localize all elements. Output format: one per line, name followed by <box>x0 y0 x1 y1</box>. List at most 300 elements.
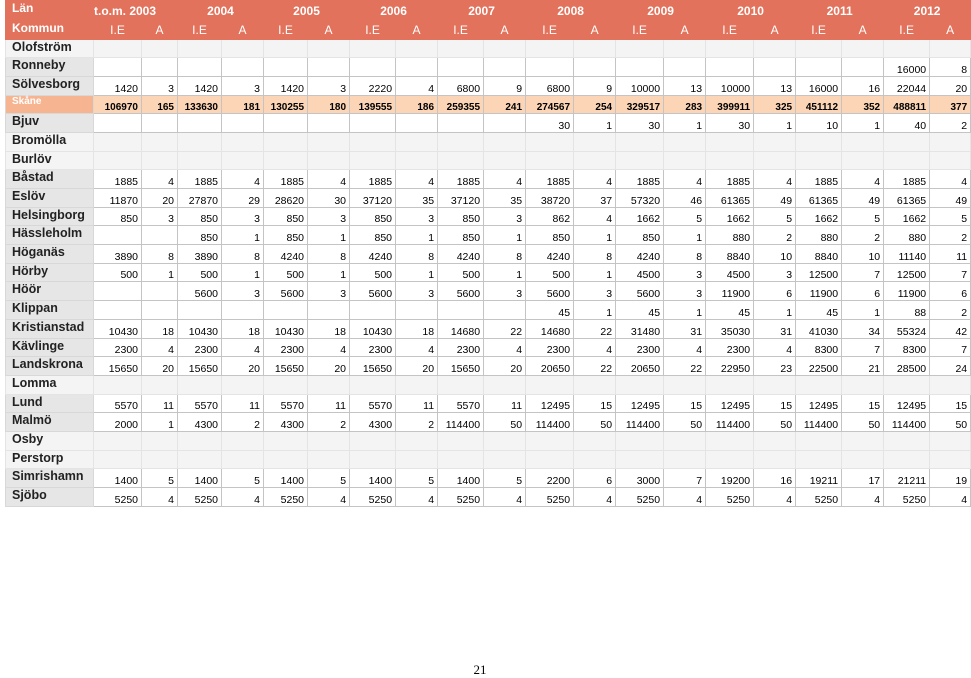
a-value-cell: 1 <box>664 114 706 133</box>
ie-value-cell <box>94 58 142 77</box>
ie-value-cell <box>526 58 574 77</box>
ie-value-cell: 4240 <box>616 245 664 264</box>
a-value-cell <box>396 431 438 450</box>
a-value-cell: 4 <box>842 170 884 189</box>
a-value-cell: 20 <box>484 357 526 376</box>
ie-value-cell: 500 <box>94 263 142 282</box>
a-value-cell <box>142 282 178 301</box>
municipality-row <box>6 413 971 432</box>
a-value-cell <box>664 39 706 58</box>
a-value-cell <box>754 375 796 394</box>
ie-value-cell: 5250 <box>884 488 930 507</box>
ie-value-cell <box>178 132 222 151</box>
ie-value-cell: 488811 <box>884 95 930 114</box>
subcolumn-a: A <box>664 21 706 40</box>
a-value-cell: 5 <box>484 469 526 488</box>
a-value-cell: 37 <box>574 189 616 208</box>
ie-value-cell: 16000 <box>796 76 842 95</box>
a-value-cell: 1 <box>842 301 884 320</box>
ie-value-cell: 4500 <box>706 263 754 282</box>
a-value-cell: 7 <box>842 263 884 282</box>
ie-value-cell: 880 <box>884 226 930 245</box>
ie-value-cell: 2300 <box>350 338 396 357</box>
a-value-cell: 3 <box>484 207 526 226</box>
ie-value-cell: 850 <box>264 207 308 226</box>
a-value-cell: 10 <box>754 245 796 264</box>
year-header: 2010 <box>706 1 796 21</box>
ie-value-cell: 1662 <box>616 207 664 226</box>
municipality-name: Bromölla <box>6 132 94 151</box>
ie-value-cell: 10430 <box>94 319 142 338</box>
municipality-row <box>6 76 971 95</box>
a-value-cell <box>664 450 706 469</box>
a-value-cell: 4 <box>664 338 706 357</box>
municipality-name: Malmö <box>6 413 94 432</box>
a-value-cell: 20 <box>222 357 264 376</box>
subcolumn-a: A <box>574 21 616 40</box>
ie-value-cell: 12495 <box>616 394 664 413</box>
ie-value-cell <box>706 132 754 151</box>
ie-value-cell: 30 <box>616 114 664 133</box>
ie-value-cell: 11140 <box>884 245 930 264</box>
municipality-name: Osby <box>6 431 94 450</box>
a-value-cell: 42 <box>930 319 971 338</box>
a-value-cell: 3 <box>664 282 706 301</box>
a-value-cell: 3 <box>222 76 264 95</box>
a-value-cell: 22 <box>664 357 706 376</box>
a-value-cell: 180 <box>308 95 350 114</box>
subcolumn-ie: I.E <box>438 21 484 40</box>
ie-value-cell: 5250 <box>706 488 754 507</box>
a-value-cell: 3 <box>142 207 178 226</box>
ie-value-cell <box>706 58 754 77</box>
ie-value-cell: 30 <box>706 114 754 133</box>
ie-value-cell: 3890 <box>178 245 222 264</box>
ie-value-cell: 5250 <box>438 488 484 507</box>
a-value-cell: 6 <box>574 469 616 488</box>
a-value-cell: 8 <box>222 245 264 264</box>
ie-value-cell: 1885 <box>350 170 396 189</box>
ie-value-cell <box>526 132 574 151</box>
ie-value-cell: 399911 <box>706 95 754 114</box>
ie-value-cell: 862 <box>526 207 574 226</box>
ie-value-cell <box>438 114 484 133</box>
ie-value-cell: 3890 <box>94 245 142 264</box>
ie-value-cell <box>796 132 842 151</box>
a-value-cell: 16 <box>754 469 796 488</box>
ie-value-cell <box>796 58 842 77</box>
ie-value-cell: 850 <box>350 207 396 226</box>
ie-value-cell: 1885 <box>616 170 664 189</box>
a-value-cell <box>842 39 884 58</box>
a-value-cell: 7 <box>930 263 971 282</box>
ie-value-cell <box>264 114 308 133</box>
ie-value-cell: 2300 <box>706 338 754 357</box>
a-value-cell: 8 <box>308 245 350 264</box>
a-value-cell: 11 <box>222 394 264 413</box>
a-value-cell <box>222 114 264 133</box>
subcolumn-ie: I.E <box>264 21 308 40</box>
a-value-cell <box>484 58 526 77</box>
ie-value-cell: 5250 <box>350 488 396 507</box>
a-value-cell <box>308 151 350 170</box>
a-value-cell <box>308 39 350 58</box>
a-value-cell: 50 <box>842 413 884 432</box>
municipality-name: Olofström <box>6 39 94 58</box>
municipality-row <box>6 151 971 170</box>
ie-value-cell: 45 <box>796 301 842 320</box>
a-value-cell: 5 <box>222 469 264 488</box>
municipality-name: Sölvesborg <box>6 76 94 95</box>
ie-value-cell <box>264 39 308 58</box>
a-value-cell: 13 <box>754 76 796 95</box>
ie-value-cell: 37120 <box>350 189 396 208</box>
municipality-row <box>6 319 971 338</box>
subcolumn-ie: I.E <box>796 21 842 40</box>
ie-value-cell <box>178 58 222 77</box>
a-value-cell: 2 <box>930 301 971 320</box>
ie-value-cell <box>616 431 664 450</box>
a-value-cell: 3 <box>396 207 438 226</box>
a-value-cell: 1 <box>484 226 526 245</box>
a-value-cell: 4 <box>142 170 178 189</box>
a-value-cell <box>222 151 264 170</box>
ie-value-cell <box>350 132 396 151</box>
subcolumn-a: A <box>930 21 971 40</box>
municipality-name: Klippan <box>6 301 94 320</box>
ie-value-cell: 130255 <box>264 95 308 114</box>
ie-value-cell: 61365 <box>706 189 754 208</box>
ie-value-cell: 11900 <box>706 282 754 301</box>
a-value-cell: 3 <box>308 282 350 301</box>
ie-value-cell: 5600 <box>438 282 484 301</box>
ie-value-cell: 14680 <box>526 319 574 338</box>
a-value-cell: 3 <box>222 282 264 301</box>
a-value-cell <box>484 132 526 151</box>
a-value-cell: 4 <box>396 338 438 357</box>
a-value-cell: 4 <box>754 170 796 189</box>
ie-value-cell: 10430 <box>350 319 396 338</box>
municipality-row <box>6 132 971 151</box>
ie-value-cell: 1420 <box>264 76 308 95</box>
municipality-name: Perstorp <box>6 450 94 469</box>
ie-value-cell <box>264 58 308 77</box>
ie-value-cell: 12500 <box>796 263 842 282</box>
subcolumn-ie: I.E <box>616 21 664 40</box>
a-value-cell: 15 <box>574 394 616 413</box>
ie-value-cell: 133630 <box>178 95 222 114</box>
a-value-cell: 4 <box>754 338 796 357</box>
a-value-cell: 3 <box>664 263 706 282</box>
ie-value-cell: 45 <box>526 301 574 320</box>
ie-value-cell <box>350 58 396 77</box>
ie-value-cell: 20650 <box>616 357 664 376</box>
ie-value-cell: 1885 <box>94 170 142 189</box>
a-value-cell: 18 <box>222 319 264 338</box>
ie-value-cell: 850 <box>264 226 308 245</box>
ie-value-cell: 28500 <box>884 357 930 376</box>
ie-value-cell: 5570 <box>94 394 142 413</box>
a-value-cell: 50 <box>574 413 616 432</box>
ie-value-cell <box>616 58 664 77</box>
ie-value-cell <box>94 151 142 170</box>
ie-value-cell: 880 <box>796 226 842 245</box>
ie-value-cell: 14680 <box>438 319 484 338</box>
ie-value-cell: 8300 <box>796 338 842 357</box>
a-value-cell: 22 <box>574 319 616 338</box>
a-value-cell: 5 <box>930 207 971 226</box>
ie-value-cell <box>884 132 930 151</box>
ie-value-cell <box>438 301 484 320</box>
ie-value-cell: 114400 <box>796 413 842 432</box>
a-value-cell <box>396 301 438 320</box>
a-value-cell <box>754 39 796 58</box>
municipality-row <box>6 282 971 301</box>
a-value-cell <box>664 375 706 394</box>
a-value-cell <box>396 450 438 469</box>
a-value-cell <box>308 431 350 450</box>
a-value-cell: 1 <box>396 263 438 282</box>
a-value-cell: 4 <box>754 488 796 507</box>
a-value-cell: 1 <box>574 226 616 245</box>
a-value-cell <box>484 301 526 320</box>
ie-value-cell: 1662 <box>706 207 754 226</box>
ie-value-cell: 5570 <box>178 394 222 413</box>
a-value-cell: 1 <box>484 263 526 282</box>
a-value-cell: 13 <box>664 76 706 95</box>
subcolumn-a: A <box>308 21 350 40</box>
ie-value-cell: 259355 <box>438 95 484 114</box>
municipality-row <box>6 95 971 114</box>
a-value-cell: 4 <box>930 488 971 507</box>
a-value-cell <box>930 431 971 450</box>
ie-value-cell: 1885 <box>706 170 754 189</box>
a-value-cell: 22 <box>574 357 616 376</box>
subcolumn-a: A <box>222 21 264 40</box>
a-value-cell: 325 <box>754 95 796 114</box>
a-value-cell: 3 <box>222 207 264 226</box>
a-value-cell: 50 <box>754 413 796 432</box>
ie-value-cell: 2300 <box>616 338 664 357</box>
a-value-cell: 3 <box>308 207 350 226</box>
ie-value-cell <box>438 431 484 450</box>
ie-value-cell <box>94 39 142 58</box>
ie-value-cell <box>706 431 754 450</box>
municipality-row <box>6 245 971 264</box>
a-value-cell: 1 <box>222 263 264 282</box>
ie-value-cell <box>94 114 142 133</box>
ie-value-cell: 500 <box>178 263 222 282</box>
a-value-cell: 1 <box>574 263 616 282</box>
a-value-cell: 29 <box>222 189 264 208</box>
ie-value-cell: 4500 <box>616 263 664 282</box>
a-value-cell: 1 <box>574 301 616 320</box>
a-value-cell <box>222 132 264 151</box>
a-value-cell: 283 <box>664 95 706 114</box>
ie-value-cell: 850 <box>526 226 574 245</box>
ie-value-cell: 114400 <box>438 413 484 432</box>
a-value-cell: 8 <box>142 245 178 264</box>
a-value-cell: 3 <box>396 282 438 301</box>
municipality-row <box>6 301 971 320</box>
ie-value-cell: 6800 <box>438 76 484 95</box>
ie-value-cell: 12500 <box>884 263 930 282</box>
a-value-cell <box>484 450 526 469</box>
a-value-cell: 4 <box>222 170 264 189</box>
a-value-cell: 2 <box>308 413 350 432</box>
ie-value-cell: 1400 <box>264 469 308 488</box>
ie-value-cell <box>884 431 930 450</box>
municipality-name: Helsingborg <box>6 207 94 226</box>
a-value-cell <box>142 132 178 151</box>
ie-value-cell: 30 <box>526 114 574 133</box>
a-value-cell: 4 <box>574 207 616 226</box>
a-value-cell: 181 <box>222 95 264 114</box>
ie-value-cell <box>438 450 484 469</box>
ie-value-cell: 850 <box>350 226 396 245</box>
ie-value-cell: 274567 <box>526 95 574 114</box>
ie-value-cell <box>438 375 484 394</box>
ie-value-cell: 22950 <box>706 357 754 376</box>
a-value-cell: 4 <box>396 170 438 189</box>
municipality-row <box>6 488 971 507</box>
a-value-cell: 4 <box>308 488 350 507</box>
ie-value-cell: 19200 <box>706 469 754 488</box>
subcolumn-a: A <box>484 21 526 40</box>
ie-value-cell <box>706 151 754 170</box>
ie-value-cell: 1885 <box>178 170 222 189</box>
ie-value-cell: 4300 <box>350 413 396 432</box>
ie-value-cell <box>616 132 664 151</box>
a-value-cell: 19 <box>930 469 971 488</box>
year-header: 2008 <box>526 1 616 21</box>
a-value-cell <box>484 151 526 170</box>
ie-value-cell: 2300 <box>526 338 574 357</box>
municipality-row <box>6 207 971 226</box>
a-value-cell: 2 <box>930 114 971 133</box>
ie-value-cell: 10 <box>796 114 842 133</box>
year-header: 2012 <box>884 1 971 21</box>
ie-value-cell <box>438 151 484 170</box>
ie-value-cell <box>706 450 754 469</box>
a-value-cell <box>664 58 706 77</box>
ie-value-cell <box>884 450 930 469</box>
a-value-cell: 10 <box>842 245 884 264</box>
ie-value-cell: 6800 <box>526 76 574 95</box>
ie-value-cell: 5250 <box>264 488 308 507</box>
ie-value-cell <box>264 375 308 394</box>
a-value-cell <box>222 301 264 320</box>
ie-value-cell: 5570 <box>438 394 484 413</box>
subcolumn-a: A <box>842 21 884 40</box>
ie-value-cell: 8840 <box>796 245 842 264</box>
a-value-cell: 5 <box>664 207 706 226</box>
ie-value-cell: 5570 <box>350 394 396 413</box>
a-value-cell: 15 <box>930 394 971 413</box>
a-value-cell <box>222 450 264 469</box>
ie-value-cell: 850 <box>616 226 664 245</box>
ie-value-cell <box>94 282 142 301</box>
ie-value-cell <box>706 39 754 58</box>
a-value-cell: 1 <box>142 413 178 432</box>
ie-value-cell <box>884 375 930 394</box>
a-value-cell: 11 <box>484 394 526 413</box>
a-value-cell <box>222 58 264 77</box>
ie-value-cell <box>438 132 484 151</box>
a-value-cell <box>574 431 616 450</box>
a-value-cell: 49 <box>754 189 796 208</box>
a-value-cell: 20 <box>930 76 971 95</box>
ie-value-cell: 15650 <box>264 357 308 376</box>
ie-value-cell: 2000 <box>94 413 142 432</box>
ie-value-cell: 500 <box>350 263 396 282</box>
a-value-cell: 1 <box>664 301 706 320</box>
a-value-cell <box>484 375 526 394</box>
a-value-cell: 4 <box>396 488 438 507</box>
ie-value-cell: 12495 <box>706 394 754 413</box>
year-header: 2007 <box>438 1 526 21</box>
ie-value-cell: 5570 <box>264 394 308 413</box>
subcolumn-ie: I.E <box>706 21 754 40</box>
a-value-cell: 15 <box>754 394 796 413</box>
ie-value-cell: 16000 <box>884 58 930 77</box>
ie-value-cell: 106970 <box>94 95 142 114</box>
a-value-cell <box>842 431 884 450</box>
a-value-cell <box>142 151 178 170</box>
a-value-cell <box>396 58 438 77</box>
a-value-cell: 2 <box>842 226 884 245</box>
ie-value-cell <box>526 450 574 469</box>
ie-value-cell <box>616 450 664 469</box>
a-value-cell: 2 <box>396 413 438 432</box>
ie-value-cell <box>796 151 842 170</box>
ie-value-cell: 11900 <box>884 282 930 301</box>
a-value-cell <box>842 450 884 469</box>
ie-value-cell <box>178 375 222 394</box>
ie-value-cell: 2220 <box>350 76 396 95</box>
ie-value-cell <box>178 114 222 133</box>
municipality-name: Höör <box>6 282 94 301</box>
a-value-cell: 4 <box>308 338 350 357</box>
statistics-table <box>5 0 971 507</box>
ie-value-cell: 1420 <box>94 76 142 95</box>
ie-value-cell: 1885 <box>796 170 842 189</box>
a-value-cell: 23 <box>754 357 796 376</box>
municipality-row <box>6 450 971 469</box>
ie-value-cell: 5250 <box>178 488 222 507</box>
a-value-cell <box>396 132 438 151</box>
a-value-cell: 2 <box>222 413 264 432</box>
a-value-cell <box>142 226 178 245</box>
a-value-cell <box>574 39 616 58</box>
a-value-cell: 5 <box>842 207 884 226</box>
a-value-cell <box>396 114 438 133</box>
a-value-cell: 1 <box>574 114 616 133</box>
ie-value-cell: 5600 <box>526 282 574 301</box>
a-value-cell: 50 <box>484 413 526 432</box>
a-value-cell: 24 <box>930 357 971 376</box>
a-value-cell: 4 <box>142 488 178 507</box>
a-value-cell <box>308 375 350 394</box>
ie-value-cell: 329517 <box>616 95 664 114</box>
year-header: 2006 <box>350 1 438 21</box>
ie-value-cell <box>884 39 930 58</box>
a-value-cell: 11 <box>930 245 971 264</box>
municipality-name: Kävlinge <box>6 338 94 357</box>
a-value-cell <box>142 39 178 58</box>
a-value-cell: 1 <box>396 226 438 245</box>
ie-value-cell: 5600 <box>264 282 308 301</box>
